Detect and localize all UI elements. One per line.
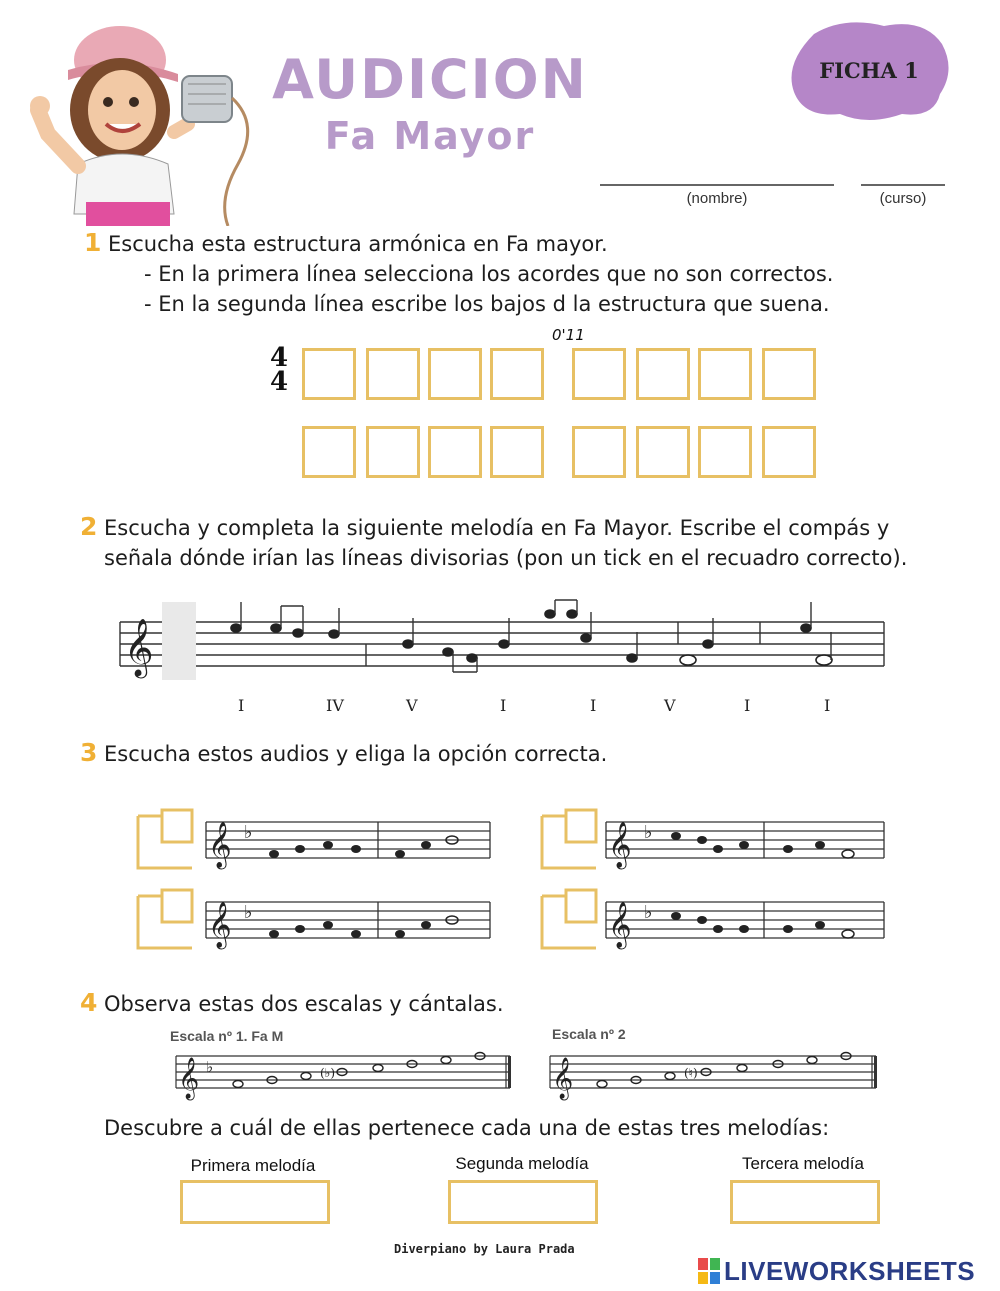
svg-text:♭: ♭ [206,1058,214,1076]
section-4-question: Descubre a cuál de ellas pertenece cada una de estas tres melodías: [104,1116,830,1140]
scale-1-label: Escala nº 1. Fa M [170,1028,284,1044]
svg-text:𝄞: 𝄞 [178,1058,200,1099]
credit: Diverpiano by Laura Prada [394,1242,575,1256]
answer-label-2: Segunda melodía [455,1154,589,1173]
degree-8: I [824,696,831,715]
svg-text:♭: ♭ [644,822,653,843]
degree-4: I [500,696,507,715]
svg-text:♭: ♭ [244,822,253,843]
chord-box-r1-2[interactable] [366,348,420,400]
melody-staff [112,598,888,688]
chord-box-r1-7[interactable] [698,348,752,400]
section-1-bullet-1: - En la primera línea selecciona los acordes que no son correctos. [144,262,834,286]
degree-3: V [406,696,418,715]
ficha-badge [784,14,954,126]
bass-box-r2-4[interactable] [490,426,544,478]
scale-2-staff [546,1044,882,1102]
page-subtitle: Fa Mayor [324,114,536,158]
degree-6: V [664,696,676,715]
chord-box-r1-1[interactable] [302,348,356,400]
bass-box-r2-7[interactable] [698,426,752,478]
brand-label: LIVEWORKSHEETS [724,1256,976,1286]
chord-box-r1-5[interactable] [572,348,626,400]
section-1-bullet-2: - En la segunda línea escribe los bajos d la estructura que suena. [144,292,830,316]
name-field[interactable] [600,184,834,186]
answer-label-3: Tercera melodía [742,1154,864,1173]
bass-box-r2-2[interactable] [366,426,420,478]
svg-text:𝄞: 𝄞 [552,1058,574,1099]
degree-1: I [238,696,245,715]
course-field[interactable] [861,184,945,186]
option-3 [134,886,494,952]
section-2-instruction-1: Escucha y completa la siguiente melodía en Fa Mayor. Escribe el compás y [104,516,890,540]
scale-1-staff [172,1046,516,1104]
section-2-instruction-2: señala dónde irían las líneas divisorias (pon un tick en el recuadro correcto). [104,546,908,570]
answer-box-2[interactable] [448,1180,598,1224]
svg-text:𝄞: 𝄞 [608,822,632,868]
svg-text:𝄞: 𝄞 [208,902,232,948]
bass-box-r2-1[interactable] [302,426,356,478]
svg-text:𝄞: 𝄞 [124,618,154,676]
liveworksheets-logo [698,1256,996,1286]
section-1-number: 1 [84,228,102,257]
bass-box-r2-3[interactable] [428,426,482,478]
page-title: AUDICION [272,48,588,111]
answer-label-1: Primera melodía [190,1156,316,1175]
degree-2: IV [326,696,344,715]
svg-text:(♮): (♮) [684,1066,698,1080]
svg-text:𝄞: 𝄞 [608,902,632,948]
time-signature-bottom: 4 [269,367,289,397]
section-4-instruction: Observa estas dos escalas y cántalas. [104,992,504,1016]
chord-box-r1-4[interactable] [490,348,544,400]
chord-box-r1-8[interactable] [762,348,816,400]
time-signature-top: 4 [269,343,289,373]
option-4 [538,886,888,952]
course-label: (curso) [879,190,927,207]
scale-2-label: Escala nº 2 [552,1026,626,1042]
bass-box-r2-8[interactable] [762,426,816,478]
name-label: (nombre) [686,190,748,207]
time-mark: 0'11 [552,326,585,344]
degree-7: I [744,696,751,715]
svg-text:(♭): (♭) [320,1066,336,1080]
answer-box-1[interactable] [180,1180,330,1224]
section-3-instruction: Escucha estos audios y eliga la opción correcta. [104,742,608,766]
option-2 [538,806,888,872]
answer-box-3[interactable] [730,1180,880,1224]
ficha-label: FICHA 1 [819,58,919,83]
avatar [28,14,268,226]
svg-text:𝄞: 𝄞 [208,822,232,868]
chord-box-r1-6[interactable] [636,348,690,400]
bass-box-r2-6[interactable] [636,426,690,478]
bass-box-r2-5[interactable] [572,426,626,478]
section-1-instruction: Escucha esta estructura armónica en Fa mayor. [108,232,608,256]
time-signature [266,343,292,397]
section-3-number: 3 [80,738,98,767]
section-4-number: 4 [80,988,98,1017]
option-1 [134,806,494,872]
degree-5: I [590,696,597,715]
svg-text:♭: ♭ [644,902,653,923]
section-2-number: 2 [80,512,98,541]
chord-box-r1-3[interactable] [428,348,482,400]
svg-text:♭: ♭ [244,902,253,923]
